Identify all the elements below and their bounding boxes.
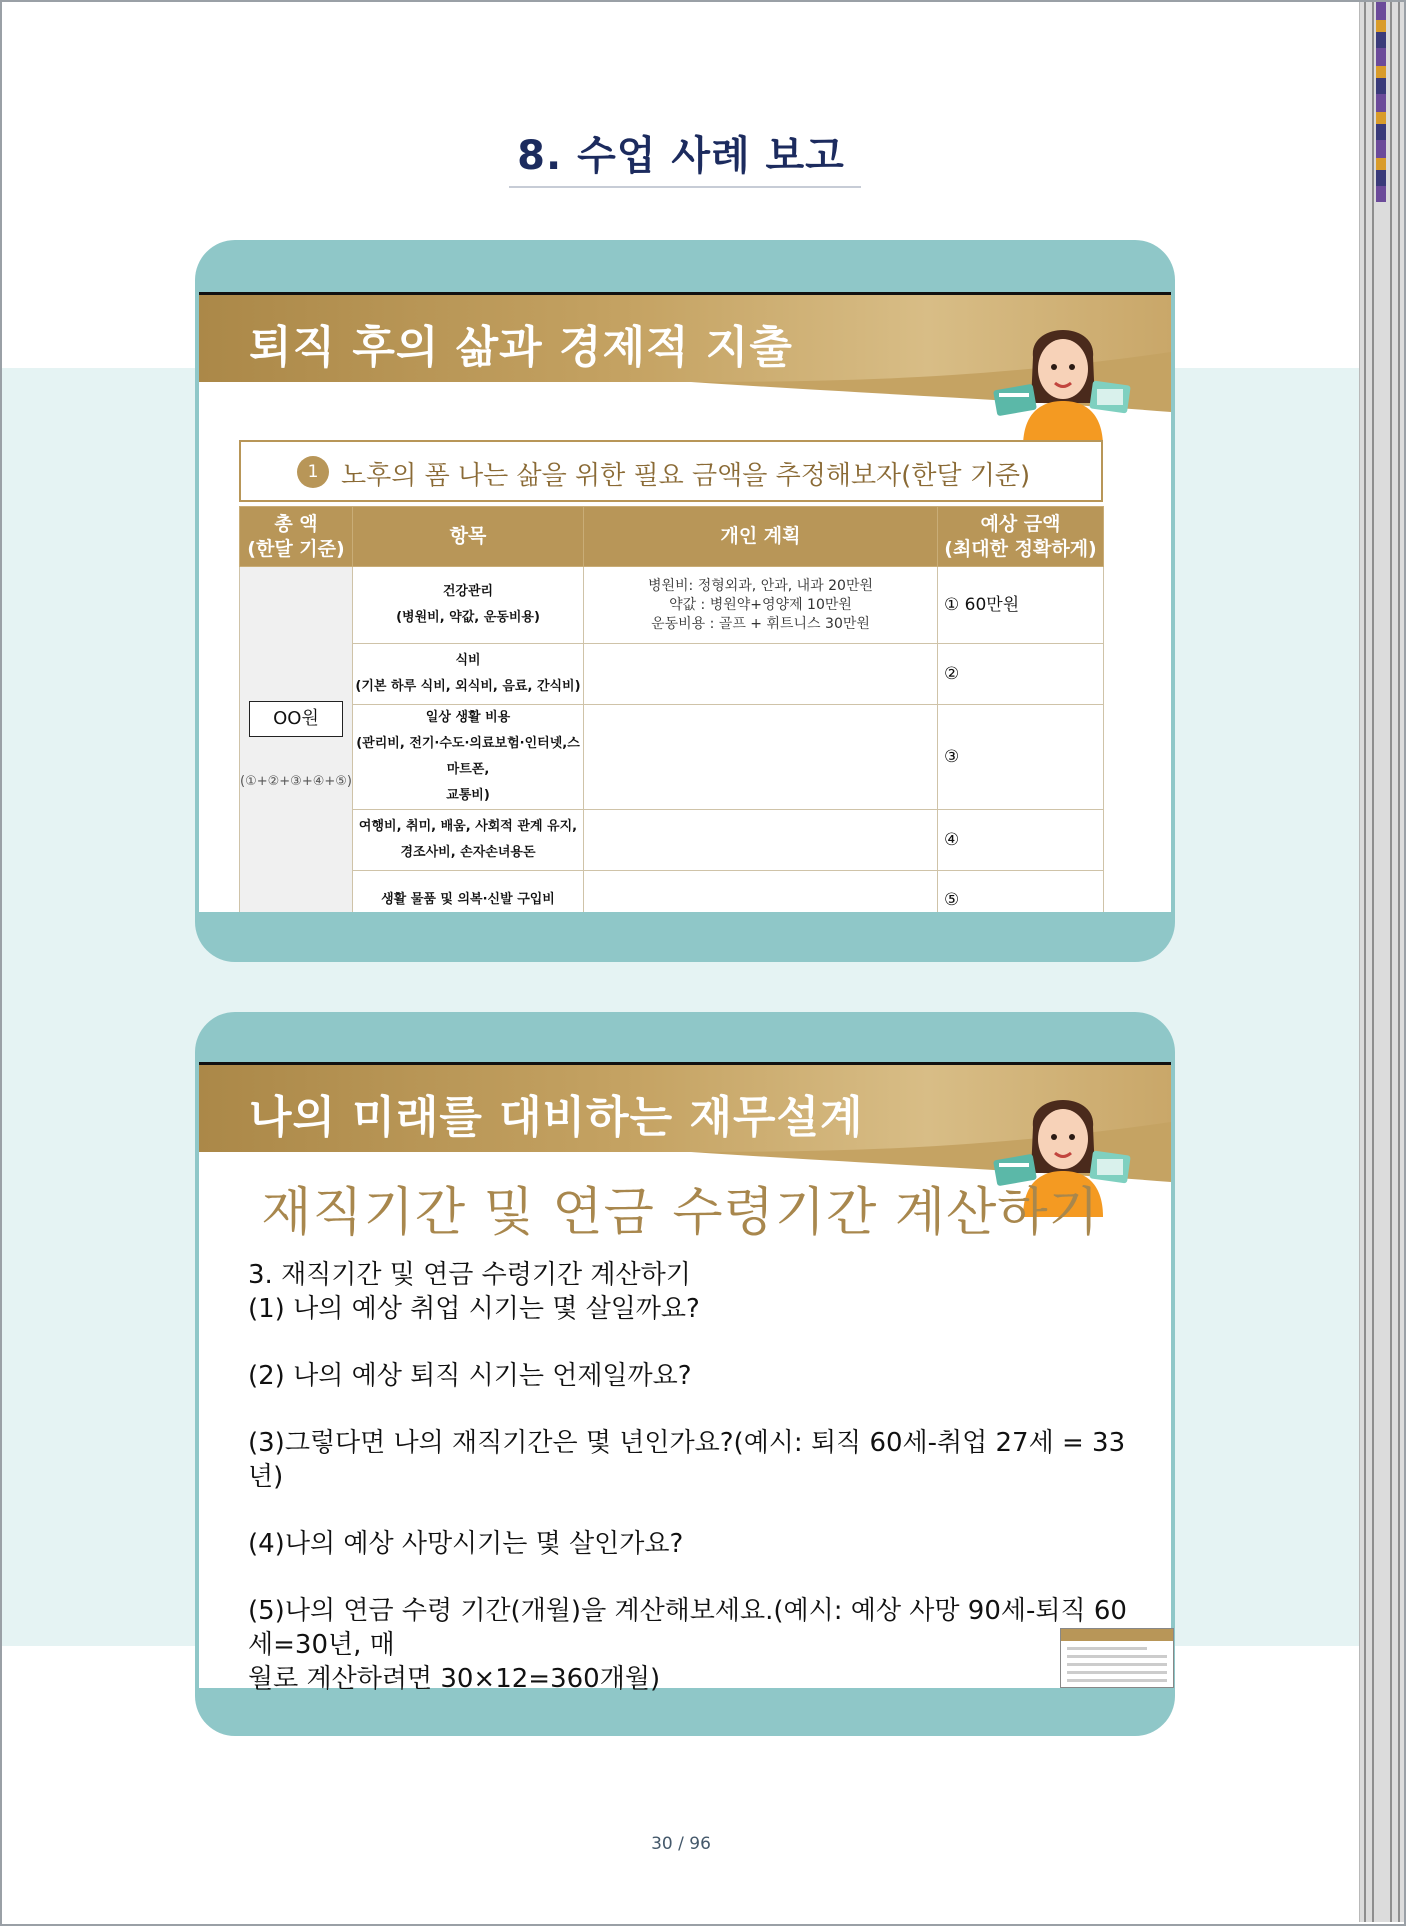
category-cell: 식비 (기본 하루 식비, 외식비, 음료, 간식비): [353, 644, 584, 705]
slide-retirement-expenses: [195, 240, 1175, 962]
plan-cell: [584, 705, 938, 810]
total-formula: (①+②+③+④+⑤): [240, 774, 352, 789]
question-item: (5)나의 연금 수령 기간(개월)을 계산해보세요.(예시: 예상 사망 90세-퇴직 60세=30년, 매: [248, 1596, 1127, 1660]
plan-cell: 병원비: 정형외과, 안과, 내과 20만원 약값 : 병원약+영양제 10만원 운동비용 : 골프 + 휘트니스 30만원: [584, 567, 938, 644]
question-list: [248, 1258, 1148, 1696]
page-edge-line: [1390, 2, 1392, 1922]
category-cell: 여행비, 취미, 배움, 사회적 관계 유지, 경조사비, 손자손녀용돈: [353, 810, 584, 871]
table-header-row: [240, 507, 1104, 567]
step-number-badge: 1: [297, 456, 329, 488]
slide-header-title: 나의 미래를 대비하는 재무설계: [249, 1092, 864, 1143]
plan-cell: [584, 871, 938, 913]
question-item: (2) 나의 예상 퇴직 시기는 언제일까요?: [248, 1361, 692, 1391]
title-underline: [509, 186, 861, 188]
slide-subtitle: 재직기간 및 연금 수령기간 계산하기: [261, 1183, 1100, 1243]
column-header-amount: 예상 금액 (최대한 정확하게): [938, 507, 1104, 567]
prompt-text: 노후의 폼 나는 삶을 위한 필요 금액을 추정해보자(한달 기준): [341, 461, 1031, 491]
category-cell: 일상 생활 비용 (관리비, 전기·수도·의료보험·인터넷,스마트폰, 교통비): [353, 705, 584, 810]
page-edge-line: [1372, 2, 1374, 1922]
question-item: (1) 나의 예상 취업 시기는 몇 살일까요?: [248, 1294, 700, 1324]
table-row: [240, 567, 1104, 644]
total-cell: [240, 567, 353, 913]
page-edge-line: [1364, 2, 1366, 1922]
amount-cell: ③: [938, 705, 1104, 810]
question-item: (3)그렇다면 나의 재직기간은 몇 년인가요?(예시: 퇴직 60세-취업 27세 = 33년): [248, 1428, 1126, 1492]
slide-thumbnail: [1060, 1628, 1174, 1688]
question-item-continued: 월로 계산하려면 30×12=360개월): [248, 1664, 661, 1694]
page-stack-edges: [1358, 2, 1404, 1922]
table-row: [240, 871, 1104, 913]
document-page: [2, 2, 1360, 1922]
column-header-plan: 개인 계획: [584, 507, 938, 567]
budget-table: [239, 506, 1104, 912]
amount-cell: ②: [938, 644, 1104, 705]
question-item: (4)나의 예상 사망시기는 몇 살인가요?: [248, 1529, 684, 1559]
column-header-total: 총 액 (한달 기준): [240, 507, 353, 567]
total-value-box: OO원: [249, 701, 343, 737]
table-row: [240, 810, 1104, 871]
page-number: 30 / 96: [651, 1834, 711, 1854]
slide-header-title: 퇴직 후의 삶과 경제적 지출: [249, 322, 793, 373]
amount-cell: ① 60만원: [938, 567, 1104, 644]
category-cell: 생활 물품 및 의복·신발 구입비: [353, 871, 584, 913]
teacher-mascot-icon: [993, 307, 1133, 447]
amount-cell: ④: [938, 810, 1104, 871]
amount-cell: ⑤: [938, 871, 1104, 913]
category-cell: 건강관리 (병원비, 약값, 운동비용): [353, 567, 584, 644]
plan-cell: [584, 644, 938, 705]
column-header-item: 항목: [353, 507, 584, 567]
plan-cell: [584, 810, 938, 871]
prompt-box: [239, 440, 1103, 502]
book-spine-colors: [1376, 2, 1386, 202]
table-row: [240, 705, 1104, 810]
question-heading: 3. 재직기간 및 연금 수령기간 계산하기: [248, 1260, 691, 1290]
table-row: [240, 644, 1104, 705]
slide-content: [199, 292, 1171, 912]
page-edge-line: [1398, 2, 1400, 1922]
page-title: 8. 수업 사례 보고: [517, 133, 845, 179]
